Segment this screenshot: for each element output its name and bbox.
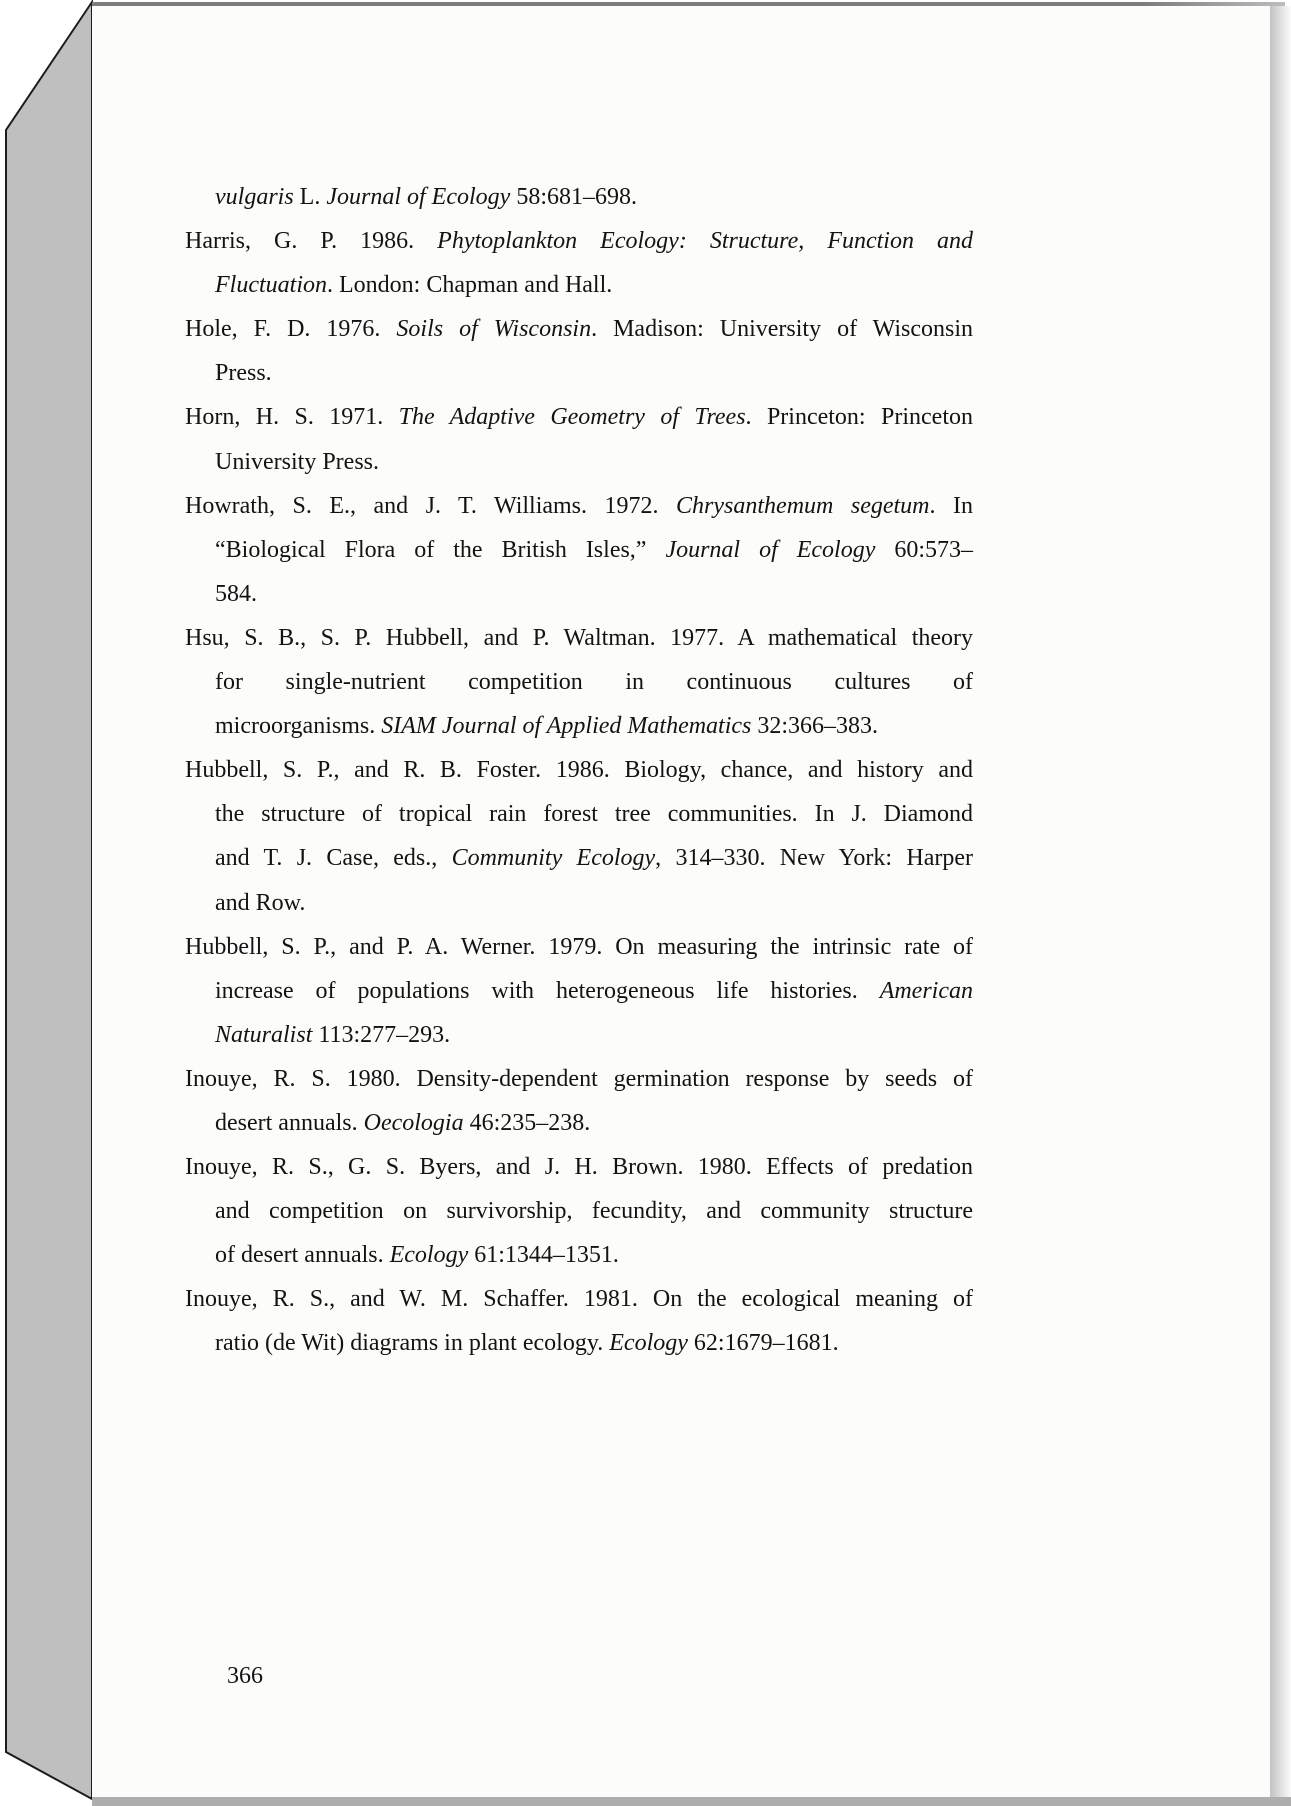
reference-line [185,263,973,307]
reference-entry [185,1277,973,1365]
references-list [185,175,973,1366]
page-number: 366 [227,1663,263,1689]
reference-line [185,395,973,439]
reference-line [185,351,973,395]
text-segment: and Row. [215,889,306,916]
text-segment: . Princeton: Princeton [745,404,973,431]
text-segment: and competition on survivorship, fecundity, and community structure [215,1198,973,1225]
text-segment: and T. J. Case, eds., [215,845,452,872]
text-segment: Hsu, S. B., S. P. Hubbell, and P. Waltman. 1977. A mathematical theory [185,624,973,651]
text-segment: Inouye, R. S., G. S. Byers, and J. H. Brown. 1980. Effects of predation [185,1154,973,1181]
reference-line [185,1233,973,1277]
text-segment: University Press. [215,448,379,475]
reference-line [185,1189,973,1233]
reference-entry [185,395,973,483]
text-segment: Harris, G. P. 1986. [185,228,438,255]
page-bottom-shadow [92,1797,1291,1806]
text-segment: 60:573– [875,536,973,563]
reference-line [185,1277,973,1321]
reference-line [185,307,973,351]
reference-line [185,175,973,219]
text-segment: Inouye, R. S., and W. M. Schaffer. 1981. On the ecological meaning of [185,1286,973,1313]
italic-text-segment: Soils of Wisconsin [396,316,592,343]
reference-line [185,440,973,484]
reference-entry [185,484,973,616]
italic-text-segment: American [879,977,973,1004]
italic-text-segment: Ecology [609,1330,688,1357]
reference-entry [185,616,973,748]
reference-entry [185,307,973,395]
italic-text-segment: Ecology [389,1242,469,1269]
reference-line [185,1145,973,1189]
italic-text-segment: The Adaptive Geometry of Trees [398,404,746,431]
text-segment: Hubbell, S. P., and P. A. Werner. 1979. On measuring the intrinsic rate of [185,933,973,960]
text-segment: . London: Chapman and Hall. [326,272,613,299]
reference-entry [185,175,973,219]
page [92,6,1270,1797]
text-segment: 62:1679–1681. [687,1330,839,1357]
reference-line [185,660,973,704]
text-segment: 584. [215,580,257,607]
reference-line [185,1321,973,1365]
text-segment: the structure of tropical rain forest tree communities. In J. Diamond [215,801,973,828]
reference-line [185,925,973,969]
italic-text-segment: Phytoplankton Ecology: Structure, Function and [437,228,974,255]
text-segment: microorganisms. [215,713,382,740]
italic-text-segment: Journal of Ecology [326,184,511,210]
reference-line [185,969,973,1013]
reference-entry [185,1145,973,1277]
text-segment: Hubbell, S. P., and R. B. Foster. 1986. Biology, chance, and history and [185,757,973,784]
text-segment: Howrath, S. E., and J. T. Williams. 1972. [185,492,677,519]
text-segment: of desert annuals. [215,1242,390,1269]
reference-line [185,616,973,660]
italic-text-segment: Fluctuation [215,272,327,299]
reference-entry [185,925,973,1057]
reference-line [185,528,973,572]
reference-line [185,572,973,616]
reference-line [185,219,973,263]
reference-line [185,484,973,528]
text-segment: desert annuals. [215,1109,364,1136]
italic-text-segment: Journal of Ecology [665,536,876,563]
text-segment: 32:366–383. [751,713,879,740]
text-segment: increase of populations with heterogeneous life histories. [215,977,880,1004]
reference-line [185,881,973,925]
reference-line [185,792,973,836]
italic-text-segment: Oecologia [363,1109,464,1136]
text-segment: . Madison: University of Wisconsin [591,316,973,343]
italic-text-segment: Community Ecology [451,845,656,872]
reference-line [185,704,973,748]
text-segment: , 314–330. New York: Harper [655,845,973,872]
text-segment: 58:681–698. [510,184,637,210]
italic-text-segment: SIAM Journal of Applied Mathematics [381,713,752,740]
text-segment: “Biological Flora of the British Isles,” [215,536,666,563]
text-segment: 61:1344–1351. [468,1242,619,1269]
italic-text-segment: Chrysanthemum segetum [676,492,930,519]
reference-line [185,748,973,792]
reference-entry [185,1057,973,1145]
reference-line [185,836,973,880]
text-segment: Horn, H. S. 1971. [185,404,399,431]
text-segment: ratio (de Wit) diagrams in plant ecology. [215,1330,610,1357]
text-segment: 46:235–238. [463,1109,591,1136]
spine-polygon [6,2,92,1799]
reference-line [185,1101,973,1145]
page-right-shadow [1270,6,1291,1797]
text-segment: Press. [215,360,272,387]
text-segment: Inouye, R. S. 1980. Density-dependent germination response by seeds of [185,1065,973,1092]
text-segment: L. [293,184,327,210]
reference-entry [185,219,973,307]
reference-line [185,1057,973,1101]
reference-entry [185,748,973,924]
italic-text-segment: Naturalist [215,1021,313,1048]
text-segment: for single-nutrient competition in continuous cultures of [215,669,973,696]
text-segment: 113:277–293. [312,1021,451,1048]
italic-text-segment: vulgaris [215,184,294,210]
text-segment: . In [929,492,974,519]
text-segment: Hole, F. D. 1976. [185,316,397,343]
reference-line [185,1013,973,1057]
